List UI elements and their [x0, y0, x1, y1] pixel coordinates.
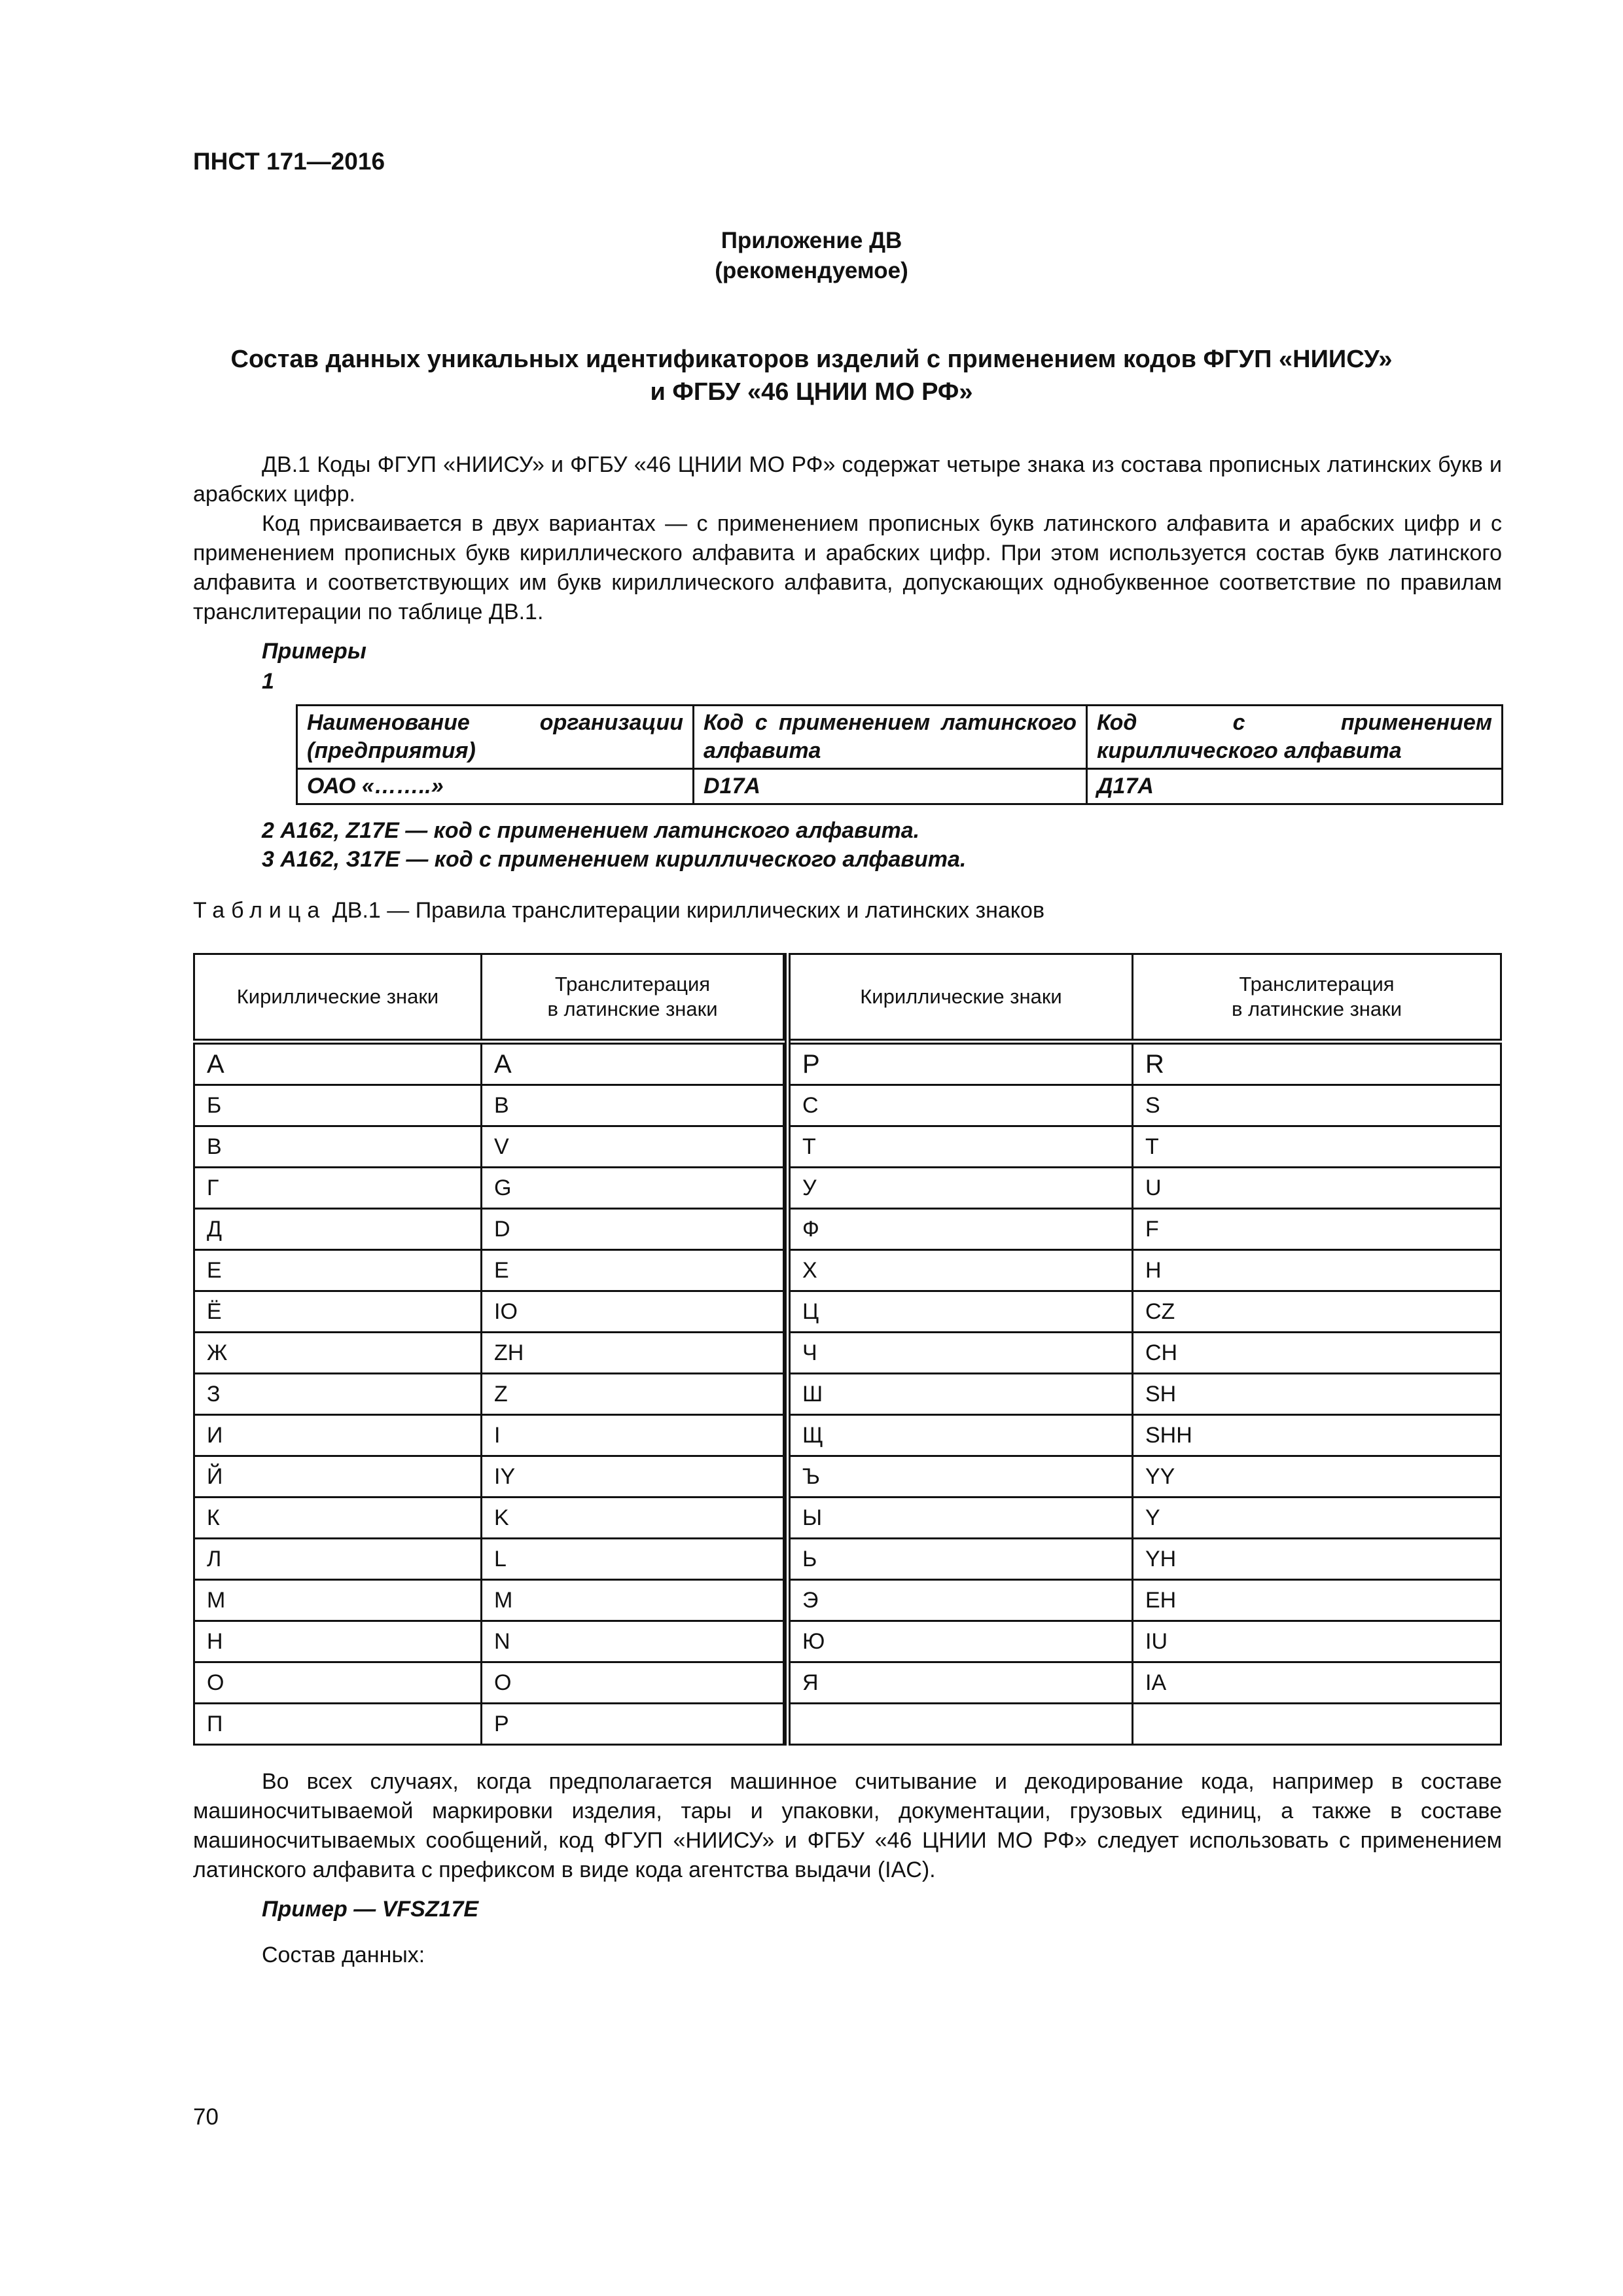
cyrillic-cell: С — [791, 1085, 1133, 1126]
header-cyrillic: Кириллические знаки — [791, 954, 1133, 1042]
example-vfsz17e: Пример — VFSZ17E — [262, 1897, 479, 1922]
table-caption-text: ДВ.1 — Правила транслитерации кириллических и латинских знаков — [332, 898, 1045, 923]
latin-cell — [1133, 1704, 1501, 1745]
example-cell-latin-code: D17A — [694, 769, 1087, 804]
cyrillic-cell — [791, 1704, 1133, 1745]
table-row — [791, 1415, 1501, 1456]
example-table-row — [297, 769, 1503, 804]
table-row — [194, 1085, 784, 1126]
document-header: ПНСТ 171—2016 — [193, 148, 385, 175]
example-2: 2 А162, Z17E — код с применением латинского алфавита. — [262, 818, 920, 843]
left-body — [194, 1042, 784, 1745]
example-table — [296, 704, 1503, 805]
table-row — [194, 1126, 784, 1168]
cyrillic-cell: Л — [194, 1539, 482, 1580]
right-body — [791, 1042, 1501, 1745]
table-row — [194, 1580, 784, 1621]
table-header-row — [194, 954, 784, 1042]
page-number: 70 — [193, 2104, 219, 2130]
table-row — [791, 1291, 1501, 1333]
cyrillic-cell: Э — [791, 1580, 1133, 1621]
table-row — [791, 1539, 1501, 1580]
table-row — [194, 1498, 784, 1539]
cyrillic-cell: Д — [194, 1209, 482, 1250]
table-row — [791, 1374, 1501, 1415]
table-row — [791, 1580, 1501, 1621]
cyrillic-cell: Ы — [791, 1498, 1133, 1539]
header-cyrillic: Кириллические знаки — [194, 954, 482, 1042]
cyrillic-cell: А — [194, 1042, 482, 1085]
latin-cell: Y — [1133, 1498, 1501, 1539]
cyrillic-cell: Ж — [194, 1333, 482, 1374]
cyrillic-cell: Х — [791, 1250, 1133, 1291]
latin-cell: CZ — [1133, 1291, 1501, 1333]
latin-cell: E — [482, 1250, 784, 1291]
cyrillic-cell: Ю — [791, 1621, 1133, 1662]
latin-cell: M — [482, 1580, 784, 1621]
cyrillic-cell: Ъ — [791, 1456, 1133, 1498]
table-row — [791, 1456, 1501, 1498]
example-header-latin-code: Код с применением латинского алфавита — [694, 706, 1087, 769]
cyrillic-cell: П — [194, 1704, 482, 1745]
latin-cell: ZH — [482, 1333, 784, 1374]
example-header-organization: Наименование организации (предприятия) — [297, 706, 694, 769]
latin-cell: T — [1133, 1126, 1501, 1168]
cyrillic-cell: Я — [791, 1662, 1133, 1704]
table-row — [194, 1704, 784, 1745]
latin-cell: CH — [1133, 1333, 1501, 1374]
transliteration-table-right — [785, 953, 1502, 1746]
latin-cell: L — [482, 1539, 784, 1580]
latin-cell: O — [482, 1662, 784, 1704]
appendix-heading — [0, 226, 1623, 286]
paragraph-code-variants: Код присваивается в двух вариантах — с применением прописных букв латинского алфавита и арабских цифр и с применением прописных букв кириллического алфавита и арабских цифр. При этом используется состав букв латинского алфавита и соответствующих им букв кириллического алфавита, допускающих однобуквенное соответствие по правилам транслитерации по таблице ДВ.1. — [193, 511, 1502, 624]
header-latin-line2: в латинские знаки — [547, 997, 718, 1020]
latin-cell: I — [482, 1415, 784, 1456]
latin-cell: IY — [482, 1456, 784, 1498]
header-latin-line1: Транслитерация — [554, 973, 711, 996]
table-row — [194, 1042, 784, 1085]
latin-cell: R — [1133, 1042, 1501, 1085]
cyrillic-cell: М — [194, 1580, 482, 1621]
table-row — [194, 1250, 784, 1291]
examples-label: Примеры — [262, 639, 366, 664]
latin-cell: H — [1133, 1250, 1501, 1291]
latin-cell: U — [1133, 1168, 1501, 1209]
latin-cell: G — [482, 1168, 784, 1209]
cyrillic-cell: В — [194, 1126, 482, 1168]
cyrillic-cell: У — [791, 1168, 1133, 1209]
example-3: 3 А162, З17Е — код с применением кириллического алфавита. — [262, 847, 967, 872]
header-latin-line2: в латинские знаки — [1231, 997, 1402, 1020]
header-latin — [1133, 954, 1501, 1042]
header-latin — [482, 954, 784, 1042]
appendix-label: Приложение ДВ — [721, 228, 902, 253]
cyrillic-cell: Ь — [791, 1539, 1133, 1580]
table-row — [791, 1085, 1501, 1126]
latin-cell: D — [482, 1209, 784, 1250]
table-row — [791, 1704, 1501, 1745]
latin-cell: IU — [1133, 1621, 1501, 1662]
latin-cell: V — [482, 1126, 784, 1168]
table-row — [791, 1126, 1501, 1168]
cyrillic-cell: Ч — [791, 1333, 1133, 1374]
latin-cell: B — [482, 1085, 784, 1126]
table-row — [791, 1333, 1501, 1374]
table-caption — [193, 898, 1044, 924]
table-row — [791, 1621, 1501, 1662]
cyrillic-cell: К — [194, 1498, 482, 1539]
appendix-title — [0, 343, 1623, 408]
data-composition-label: Состав данных: — [262, 1943, 425, 1967]
cyrillic-cell: Ф — [791, 1209, 1133, 1250]
title-line-2: и ФГБУ «46 ЦНИИ МО РФ» — [650, 378, 973, 406]
cyrillic-cell: Е — [194, 1250, 482, 1291]
latin-cell: P — [482, 1704, 784, 1745]
cyrillic-cell: Н — [194, 1621, 482, 1662]
latin-cell: YH — [1133, 1539, 1501, 1580]
cyrillic-cell: Ё — [194, 1291, 482, 1333]
cyrillic-cell: О — [194, 1662, 482, 1704]
table-row — [194, 1621, 784, 1662]
table-row — [791, 1662, 1501, 1704]
example-table-header-row — [297, 706, 1503, 769]
cyrillic-cell: Б — [194, 1085, 482, 1126]
table-header-row — [791, 954, 1501, 1042]
header-latin-line1: Транслитерация — [1239, 973, 1395, 996]
table-row — [791, 1498, 1501, 1539]
table-row — [194, 1456, 784, 1498]
table-row — [194, 1209, 784, 1250]
paragraph-dv1: ДВ.1 Коды ФГУП «НИИСУ» и ФГБУ «46 ЦНИИ МО РФ» содержат четыре знака из состава прописных латинских букв и арабских цифр. — [193, 452, 1502, 507]
example-cell-cyrillic-code: Д17А — [1087, 769, 1503, 804]
latin-cell: N — [482, 1621, 784, 1662]
cyrillic-cell: Щ — [791, 1415, 1133, 1456]
cyrillic-cell: Т — [791, 1126, 1133, 1168]
cyrillic-cell: Ш — [791, 1374, 1133, 1415]
latin-cell: EH — [1133, 1580, 1501, 1621]
table-row — [194, 1291, 784, 1333]
table-row — [194, 1374, 784, 1415]
latin-cell: Z — [482, 1374, 784, 1415]
title-line-1: Состав данных уникальных идентификаторов изделий с применением кодов ФГУП «НИИСУ» — [230, 346, 1393, 373]
latin-cell: IA — [1133, 1662, 1501, 1704]
latin-cell: F — [1133, 1209, 1501, 1250]
latin-cell: SHH — [1133, 1415, 1501, 1456]
transliteration-table-left — [193, 953, 785, 1746]
paragraph-machine-reading: Во всех случаях, когда предполагается машинное считывание и декодирование кода, например в составе машиносчитываемой маркировки изделия, тары и упаковки, документации, грузовых единиц, а также в составе машиносчитываемых сообщений, код ФГУП «НИИСУ» и ФГБУ «46 ЦНИИ МО РФ» следует использовать с применением латинского алфавита с префиксом в виде кода агентства выдачи (IAC). — [193, 1769, 1502, 1882]
example-header-cyrillic-code: Код с применением кириллического алфавита — [1087, 706, 1503, 769]
table-row — [791, 1042, 1501, 1085]
cyrillic-cell: Г — [194, 1168, 482, 1209]
table-row — [194, 1539, 784, 1580]
cyrillic-cell: З — [194, 1374, 482, 1415]
latin-cell: S — [1133, 1085, 1501, 1126]
cyrillic-cell: Ц — [791, 1291, 1133, 1333]
table-row — [791, 1168, 1501, 1209]
cyrillic-cell: Й — [194, 1456, 482, 1498]
example-cell-organization: ОАО «……..» — [297, 769, 694, 804]
table-row — [194, 1662, 784, 1704]
table-row — [194, 1415, 784, 1456]
table-caption-prefix: Таблица — [193, 898, 327, 923]
example-number-1: 1 — [262, 669, 274, 694]
table-row — [194, 1168, 784, 1209]
latin-cell: K — [482, 1498, 784, 1539]
latin-cell: SH — [1133, 1374, 1501, 1415]
latin-cell: YY — [1133, 1456, 1501, 1498]
latin-cell: A — [482, 1042, 784, 1085]
cyrillic-cell: И — [194, 1415, 482, 1456]
latin-cell: IO — [482, 1291, 784, 1333]
table-row — [194, 1333, 784, 1374]
transliteration-table — [193, 953, 1502, 1737]
table-row — [791, 1250, 1501, 1291]
appendix-status: (рекомендуемое) — [715, 258, 908, 283]
cyrillic-cell: Р — [791, 1042, 1133, 1085]
table-row — [791, 1209, 1501, 1250]
